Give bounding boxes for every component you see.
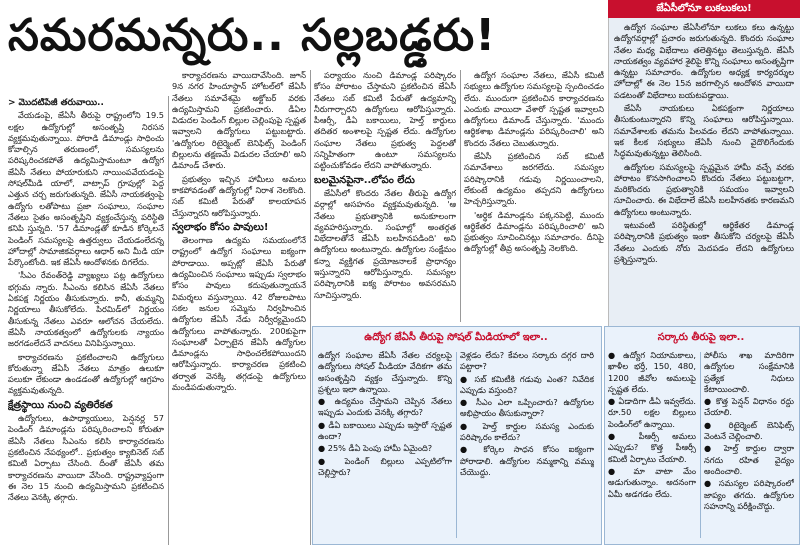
subhead: బలమైనపైనా..లోపం లేదు	[314, 174, 415, 186]
list-item: ● హెల్త్ కార్డుల సమస్య ఎందుకు పరిష్కారం కాలేదు?	[460, 420, 594, 443]
paragraph: పర్యాయం నుంచి డిమాండ్ల పరిష్కారం కోసం పోరాటం చేస్తామని ప్రకటించిన జేఏసీ నేతలు సబ్ కమిటీ పేరుతో ఉద్యమాన్ని నీరుగార్చారని ఉద్యోగులు ఆరోపిస్తున్నారు. పీఆర్సీ, డీఏ బకాయిలు, హెల్త్ కార్డులు తదితర అంశాలపై స్పష్టత లేదు. ఉద్యోగుల సంఘాల నేతలు ప్రభుత్వ పెద్దలతో సన్నిహితంగా ఉంటూ సమస్యలను పట్టించుకోవడం లేదని వాపోతున్నారు.	[314, 70, 456, 171]
kicker	[8, 98, 164, 109]
paragraph: ఉద్యోగ సంఘాల జేఏసీలోనూ లుకలు కలు ఉన్నట్టు ఉద్యోగవర్గాల్లో ప్రచారం జరుగుతున్నది. కొందరు సంఘాల నేతల మధ్య విభేదాలు తలెత్తినట్టు తెలుస్తున్నది. జేఏసీ నాయకత్వం వ్యవహార శైలిపై కొన్ని సంఘాలు అసంతృప్తిగా ఉన్నట్టు సమాచారం. ఉద్యోగుల అధ్యక్ష కార్యదర్శుల హోదాల్లో ఈ నెల 15న జరగాల్సిన ఆందోళన వాయిదా పడటంతో విభేదాలు బయటపడ్డాయి.	[614, 22, 794, 100]
social-media-box-title: ఉద్యోగ జేఏసీ తీరుపై సోషల్ మీడియాలో ఇలా..	[314, 330, 598, 346]
social-media-col-b	[460, 350, 594, 540]
list-item: ● 25% డీఏ పెంపు హామీ ఏమైంది?	[318, 443, 433, 454]
list-item: ● డీఏ బకాయిలు ఎప్పుడు ఇస్తారో స్పష్టత ఉందా?	[318, 419, 452, 442]
article-column-2	[172, 70, 306, 545]
headline: సమరమన్నరు.. సల్లబడ్డరు!	[8, 10, 497, 61]
list-item: ● కోర్కెల సాధన కోసం ఐక్యంగా పోరాడాలి. ఉద్యోగుల నమ్మకాన్ని వమ్ము చేయొద్దు.	[460, 444, 594, 477]
article-column-3	[314, 70, 456, 322]
list-item: ● రిటైర్మెంట్ బెనిఫిట్స్ వెంటనే చెల్లించాలి.	[704, 419, 794, 442]
list-item: ● హెల్త్ కార్డుల ద్వారా నగదు రహిత వైద్యం అందించాలి.	[704, 443, 794, 476]
list-item: ● సీఎం ఎలా ఒప్పించారు? ఉద్యోగుల అభిప్రాయం తీసుకున్నారా?	[460, 397, 594, 419]
list-item: ● ఏడాదిగా డీఏ ఇవ్వలేదు. రూ.50 లక్షల బిల్లులు పెండింగ్‌లో ఉన్నాయి.	[608, 396, 696, 429]
list-item: ● సమస్యల పరిష్కారంలో జాప్యం తగదు. ఉద్యోగుల సహనాన్ని పరీక్షించొద్దు.	[704, 478, 794, 511]
paragraph: 'అర్థిక డిమాండ్లను పక్కనపెట్టి, ముందు ఆర్థికేతర డిమాండ్లను పరిష్కరించాలి' అని ప్రభుత్వం సూచించినట్లు సమాచారం. దీనిపై ఉద్యోగుల్లో తీవ్ర అసంతృప్తి నెలకొంది.	[464, 209, 604, 254]
government-box-title: సర్కారు తీరుపై ఇలా..	[606, 330, 796, 346]
paragraph: ప్రభుత్వం ఇచ్చిన హామీలు అమలు కాకపోవడంతో ఉద్యోగుల్లో నిరాశ నెలకొంది. సబ్ కమిటీ పేరుతో కాలయాపన చేస్తున్నారని ఆరోపిస్తున్నారు.	[172, 173, 306, 218]
paragraph: కార్యాచరణను వాయిదావేసింది. జూన్ 9న నగర హిందూస్థాన్ హోటల్‌లో జేఏసీ నేతలు సమావేశమై అక్టోబర్ వరకు ఉద్యమిస్తామని ప్రకటించారు. డీఏల విడుదల పెండింగ్ బిల్లుల చెల్లింపుపై స్పష్టత ఇవ్వాలని ఉద్యోగులు పట్టుబట్టారు. 'ఉద్యోగుల రిటైర్మెంట్ బెనిఫిట్స్ పెండింగ్ బిల్లులను తక్షణమే విడుదల చేయాలి' అని డిమాండ్ చేశారు.	[172, 70, 306, 171]
article-column-4	[464, 70, 604, 322]
paragraph: జేఏసీ నాయకులు ఏకపక్షంగా నిర్ణయాలు తీసుకుంటున్నారని కొన్ని సంఘాలు ఆరోపిస్తున్నాయి. సమావేశాలకు తమను పిలవడం లేదని వాపోతున్నాయి. ఇక కీలక సభ్యులు జేఏసీ నుంచి వైదొలిగేందుకు సిద్ధమవుతున్నట్టు తెలిసింది.	[614, 103, 794, 159]
list-item: ● ఉద్యమం చేస్తామని చెప్పిన నేతలు ఇప్పుడు ఎందుకు వెనక్కి తగ్గారు?	[318, 396, 452, 418]
list-item: ● పీఆర్సీ అమలు ఎప్పుడు? కొత్త పీఆర్సీ కమిటీ ఏర్పాటు చేయాలి.	[608, 431, 696, 464]
paragraph: ఉద్యోగ సంఘాల నేతలు, జేఏసీ కమిటీ సభ్యులు ఉద్యోగుల సమస్యలపై స్పందించడం లేదు. ముందుగా ప్రకటించిన కార్యాచరణను ఎందుకు వాయిదా వేశారో స్పష్టత ఇవ్వాలని ఉద్యోగులు డిమాండ్ చేస్తున్నారు. 'ముందు ఆర్థికశాఖ డిమాండ్లను పరిష్కరించాలి' అని కొందరు నేతలు చెబుతున్నారు.	[464, 70, 604, 148]
list-item: వెళ్లడం లేదు? కేవలం సర్కారు దగ్గర దారి పట్టారా?	[460, 350, 594, 372]
subhead: క్షేత్రస్థాయి నుంచి వ్యతిరేకత	[8, 399, 113, 411]
government-col-a	[608, 350, 696, 540]
government-col-b	[704, 350, 794, 540]
subhead: స్వలాభం కోసం పావులు!	[172, 221, 269, 233]
sidebar-title: జేఏసీలోనూ లుకలుకలు!	[608, 0, 800, 18]
list-item: ● ఉద్యోగ నియామకాలు, ఖాళీల భర్తీ, 150, 480, 1200 జీవోల అమలుపై స్పష్టత లేదు.	[608, 350, 696, 394]
paragraph: జేఏసీలో కొందరు నేతల తీరుపై ఉద్యోగ వర్గాల్లో అసహనం వ్యక్తమవుతున్నది. 'ఆ నేతలు ప్రభుత్వానికి అనుకూలంగా వ్యవహరిస్తున్నారు. సంఘాల్లో అంతర్గత విభేదాలతోనే జేఏసీ బలహీనపడింది' అని ఉద్యోగులు అంటున్నారు. ఉద్యోగుల సంక్షేమం కన్నా వ్యక్తిగత ప్రయోజనాలకే ప్రాధాన్యం ఇస్తున్నారని ఆరోపిస్తున్నారు. సమస్యల పరిష్కారానికి ఐక్య పోరాటం అవసరమని సూచిస్తున్నారు.	[314, 187, 456, 300]
list-item: ● పెండింగ్ బిల్లులు ఎప్పటిలోగా చెల్లిస్తారు?	[318, 455, 452, 477]
list-item: ఉద్యోగ సంఘాల జేఏసీ నేతల చర్యలపై ఉద్యోగులు సోషల్ మీడియా వేదికగా తమ అసంతృప్తిని వ్యక్తం చేస్తున్నారు. కొన్ని ప్రశ్నలు ఇలా ఉన్నాయి.	[318, 350, 452, 394]
box-rule	[456, 352, 457, 538]
list-item: ● కొత్త పెన్షన్ విధానం రద్దు చేయాలి.	[704, 396, 794, 418]
list-item: ● సబ్ కమిటీకి గడువు ఎంత? నివేదిక ఎప్పుడు వస్తుంది?	[460, 373, 594, 395]
paragraph: 'సీఎం రేవంత్‌రెడ్డి వ్యాఖ్యలు పట్ల ఉద్యోగులు భగ్గుమ న్నారు. సీఎంను కలిసిన జేఏసీ నేతలు ఏకపక్ష నిర్ణయం తీసుకున్నారు. కానీ, తుమ్మన్ని నిర్ణయాలు తీసుకోలేదు. పిరమిడ్‌లో నిర్ణయం తీసుకున్న నేతలు ఎవరూ ఆలోచన చేయలేదు. జేఏసీ నాయకత్వంలో ఉద్యోగులకు న్యాయం జరగడంలేదనే వాదనలు వినిపిస్తున్నాయి.	[8, 270, 164, 349]
paragraph: ఉద్యోగులు, ఉపాధ్యాయులు, పెన్షనర్ల 57 పెండింగ్ డిమాండ్లను పరిష్కరించాలని కోరుతూ జేఏసీ నేతలు సీఎంను కలిసి కార్యాచరణను ప్రకటించిన నేపథ్యంలో.. ప్రభుత్వం క్యాబినెట్ సబ్ కమిటీ ఏర్పాటు చేసింది. దీంతో జేఏసీ తమ కార్యాచరణను వాయిదా వేసింది. రాష్ట్రవ్యాప్తంగా ఈ నెల 15 నుంచి ఉద్యమిస్తామని ప్రకటించిన నేతలు వెనక్కి తగ్గారు.	[8, 413, 164, 503]
paragraph: జేఏసీ ప్రకటించిన సబ్ కమిటీ సమావేశాలు జరగలేదు. సమస్యల పరిష్కారానికి గడువు నిర్ణయించాలని, లేకుంటే ఉద్యమం తప్పదని ఉద్యోగులు హెచ్చరిస్తున్నారు.	[464, 151, 604, 207]
paragraph: ఉద్యోగుల సమస్యలపై స్పష్టమైన హామీ వచ్చే వరకు పోరాటం కొనసాగించాలని కొందరు నేతలు పట్టుబట్టగా, మరికొందరు ప్రభుత్వానికి సమయం ఇవ్వాలని సూచించారు. ఈ విభేదాలే జేఏసీ బలహీనతకు కారణమని ఉద్యోగులు అంటున్నారు.	[614, 161, 794, 217]
paragraph: తెలంగాణ ఉద్యమ సమయంలోనే రాష్ట్రంలో ఉద్యోగ సంఘాలు ఐక్యంగా పోరాడాయి. అప్పట్లో జేఏసీ పేరుతో ఉద్యమించిన సంఘాలు ఇప్పుడు స్వలాభం కోసం పావులు కదుపుతున్నాయనే విమర్శలు వస్తున్నాయి. 42 రోజులపాటు సకల జనుల సమ్మెను నిర్వహించిన ఉద్యోగుల జేఏసీ నేడు నిర్వీర్యమైందని ఉద్యోగులు వాపోతున్నారు. 200కుపైగా సంఘాలతో ఏర్పాటైన జేఏసీ ఉద్యోగుల డిమాండ్లను సాధించలేకపోయిందని ఆరోపిస్తున్నారు. కార్యాచరణ ప్రకటించి తర్వాత వెనక్కి తగ్గడంపై ఉద్యోగులు మండిపడుతున్నారు.	[172, 235, 306, 393]
article-column-1	[8, 98, 164, 545]
column-rule	[168, 96, 169, 545]
list-item: ● మా వాటా మేం అడుగుతున్నాం. అదనంగా ఏమీ అడగడం లేదు.	[608, 465, 696, 499]
paragraph: కార్యాచరణను ప్రకటించాలని ఉద్యోగులు కోరుతున్నా జేఏసీ నేతలు మాత్రం ఉలుకూ పలుకూ లేకుండా ఉండడంతో ఉద్యోగుల్లో ఆగ్రహం వ్యక్తమవుతున్నది.	[8, 351, 164, 396]
column-rule	[460, 70, 461, 322]
paragraph: వేయడంపై, జేఏసీ తీరుపై రాష్ట్రంలోని 19.5 లక్షల ఉద్యోగుల్లో అసంతృప్తి నిరసన వ్యక్తమవుతున్నాయి. పోరాడి డిమాండ్లు సాధించు కోవాల్సిన తరుణంలో, సమస్యలను పరిష్కరించకపోతే ఉద్యమిస్తామంటూ ఉద్యోగ జేఏసీ నేతలు పోయారుకుని నాయింపవేయడంపై సోషల్‌మీడి యాలో, వాట్సాప్ గ్రూపుల్లో పెద్ద ఎత్తున చర్చ జరుగుతున్నది. జేఏసీ నాయకత్వంపై ఉద్యోగు లతోపాటు ప్రజా సంఘాలు, సంఘాల నేతలు సైతం అసంతృప్తిని వ్యక్తంచేస్తున్న పరిస్థితి కనిపి స్తున్నది. '57 డిమాండ్లతో కూడిన కోర్కెలనే పెండింగ్ సమస్యలపై ఉత్తర్వులు చేయడంలేదన్న హోదాల్లో సామాజికవర్గాలు ఆధార్ అని మీడి యా పేర్కొంటోంది. ఇక జేఏసీ ఆందోళనకు దిగలేదు.	[8, 110, 164, 268]
arrow-icon: >	[8, 98, 16, 108]
paragraph: ఇటువంటి పరిస్థితుల్లో ఆర్థికేతర డిమాండ్ల పరిష్కారానికి ప్రభుత్వం ఇంకా తీసుకోని చర్యలపై జేఏసీ నేతలు ఎందుకు నోరు మెదపడం లేదని ఉద్యోగులు ప్రశ్నిస్తున్నారు.	[614, 220, 794, 264]
kicker-text: మొదటిపేజీ తరువాయి..	[18, 98, 104, 108]
box-rule	[700, 352, 701, 538]
list-item: పోలీసు శాఖ మాదిరిగా ఉద్యోగుల సంక్షేమానికి ప్రత్యేక నిధులు కేటాయించాలి.	[704, 350, 794, 394]
social-media-col-a	[318, 350, 452, 540]
column-rule	[310, 70, 311, 545]
